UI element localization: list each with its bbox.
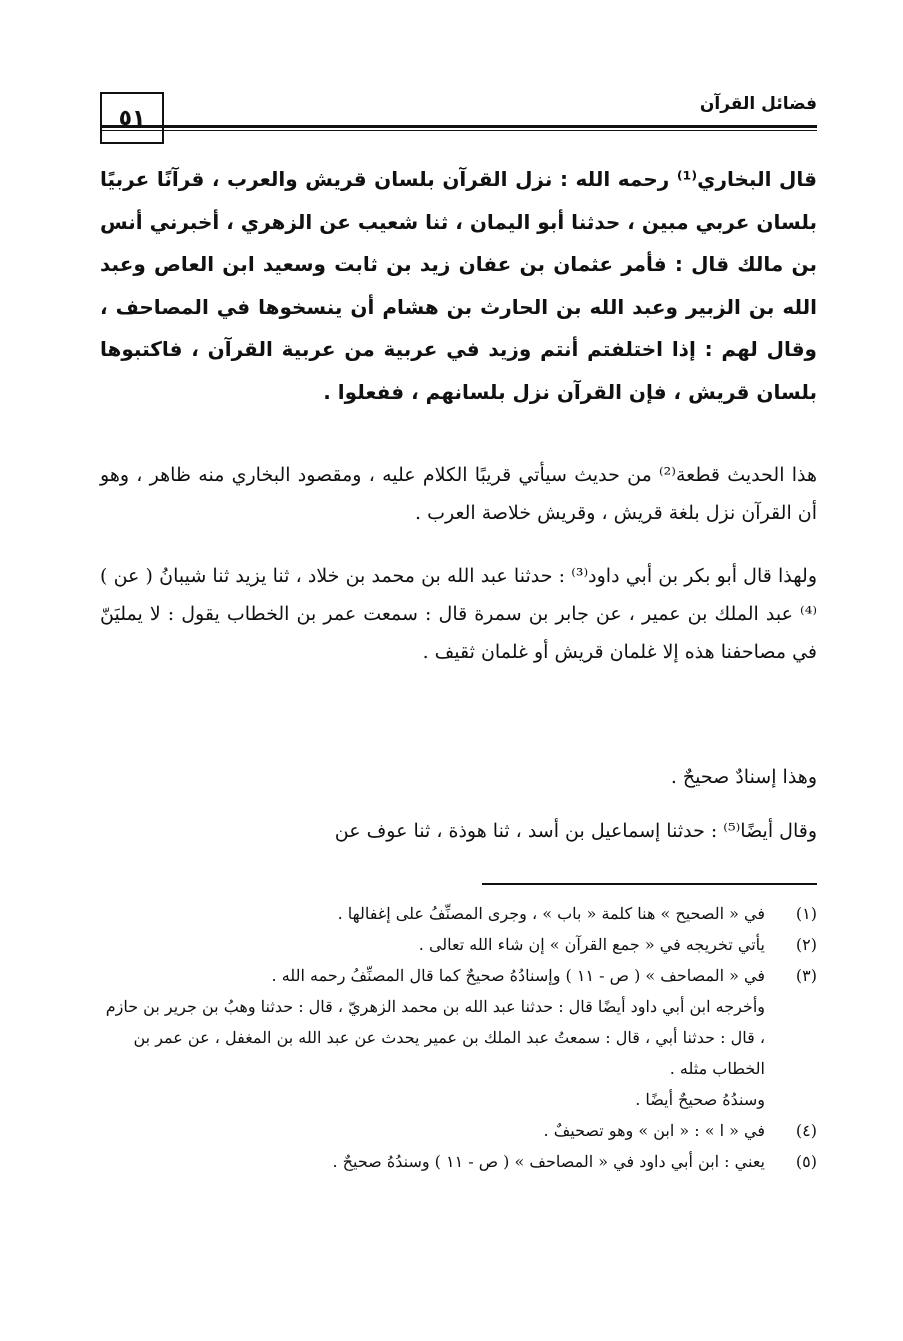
isnad-note-paragraph: وهذا إسنادٌ صحيحٌ . [670,766,817,788]
footnote-number: (٤) [795,1121,817,1140]
page-number: ٥١ [100,92,164,144]
page-header [100,92,817,152]
footnote-2 [100,929,817,960]
footnotes [100,898,817,1177]
footnote-separator [482,883,817,885]
footnote-5 [100,1146,817,1177]
header-rule-thick [100,125,817,128]
footnote-number: (٣) [795,966,817,985]
footnote-number: (٢) [795,935,817,954]
footnote-number: (١) [795,904,817,923]
header-rule-thin [100,130,817,131]
footnote-3 [100,960,817,1115]
footnote-line: في « ا » : « ابن » وهو تصحيفٌ . [543,1121,765,1140]
footnote-1 [100,898,817,929]
commentary-paragraph: هذا الحديث قطعة⁽²⁾ من حديث سيأتي قريبًا الكلام عليه ، ومقصود البخاري منه ظاهر ، وهو أن القرآن نزل بلغة قريش ، وقريش خلاصة العرب . [100,464,817,524]
continuation-paragraph: وقال أيضًا⁽⁵⁾ : حدثنا إسماعيل بن أسد ، ثنا هوذة ، ثنا عوف عن [334,820,817,842]
footnote-line: يأتي تخريجه في « جمع القرآن » إن شاء الله تعالى . [418,935,765,954]
footnote-line: وسندُهُ صحيحٌ أيضًا . [635,1090,765,1109]
footnote-4 [100,1115,817,1146]
footnote-line: في « الصحيح » هنا كلمة « باب » ، وجرى المصنِّفُ على إغفالها . [337,904,765,923]
running-title: فضائل القرآن [699,94,817,114]
quoted-hadith-paragraph: قال البخاري⁽¹⁾ رحمه الله : نزل القرآن بلسان قريش والعرب ، قرآنًا عربيًا بلسان عربي مبين ، حدثنا أبو اليمان ، ثنا شعيب عن الزهري ، أخبرني أنس بن مالك قال : فأمر عثمان بن عفان زيد بن ثابت وسعيد ابن العاص وعبد الله بن الزبير وعبد الله بن الحارث بن هشام أن ينسخوها في المصاحف ، وقال لهم : إذا اختلفتم أنتم وزيد في عربية من عربية القرآن ، فاكتبوها بلسان قريش ، فإن القرآن نزل بلسانهم ، ففعلوا . [100,167,817,404]
footnote-line: في « المصاحف » ( ص - ١١ ) وإسنادُهُ صحيحٌ كما قال المصنِّفُ رحمه الله . [271,966,765,985]
narration-paragraph: ولهذا قال أبو بكر بن أبي داود⁽³⁾ : حدثنا عبد الله بن محمد بن خلاد ، ثنا يزيد ثنا شيبانُ ( عن )⁽⁴⁾ عبد الملك بن عمير ، عن جابر بن سمرة قال : سمعت عمر بن الخطاب يقول : لا يمليَنّ في مصاحفنا هذه إلا غلمان قريش أو غلمان ثقيف . [100,565,818,663]
footnote-number: (٥) [795,1152,817,1171]
footnote-line: يعني : ابن أبي داود في « المصاحف » ( ص - ١١ ) وسندُهُ صحيحٌ . [332,1152,765,1171]
footnote-line: وأخرجه ابن أبي داود أيضًا قال : حدثنا عبد الله بن محمد الزهريّ ، قال : حدثنا وهبُ بن جرير بن حازم ، قال : حدثنا أبي ، قال : سمعتُ عبد الملك بن عمير يحدث عن عبد الله بن المغفل ، عن عمر بن الخطاب مثله . [105,997,765,1078]
